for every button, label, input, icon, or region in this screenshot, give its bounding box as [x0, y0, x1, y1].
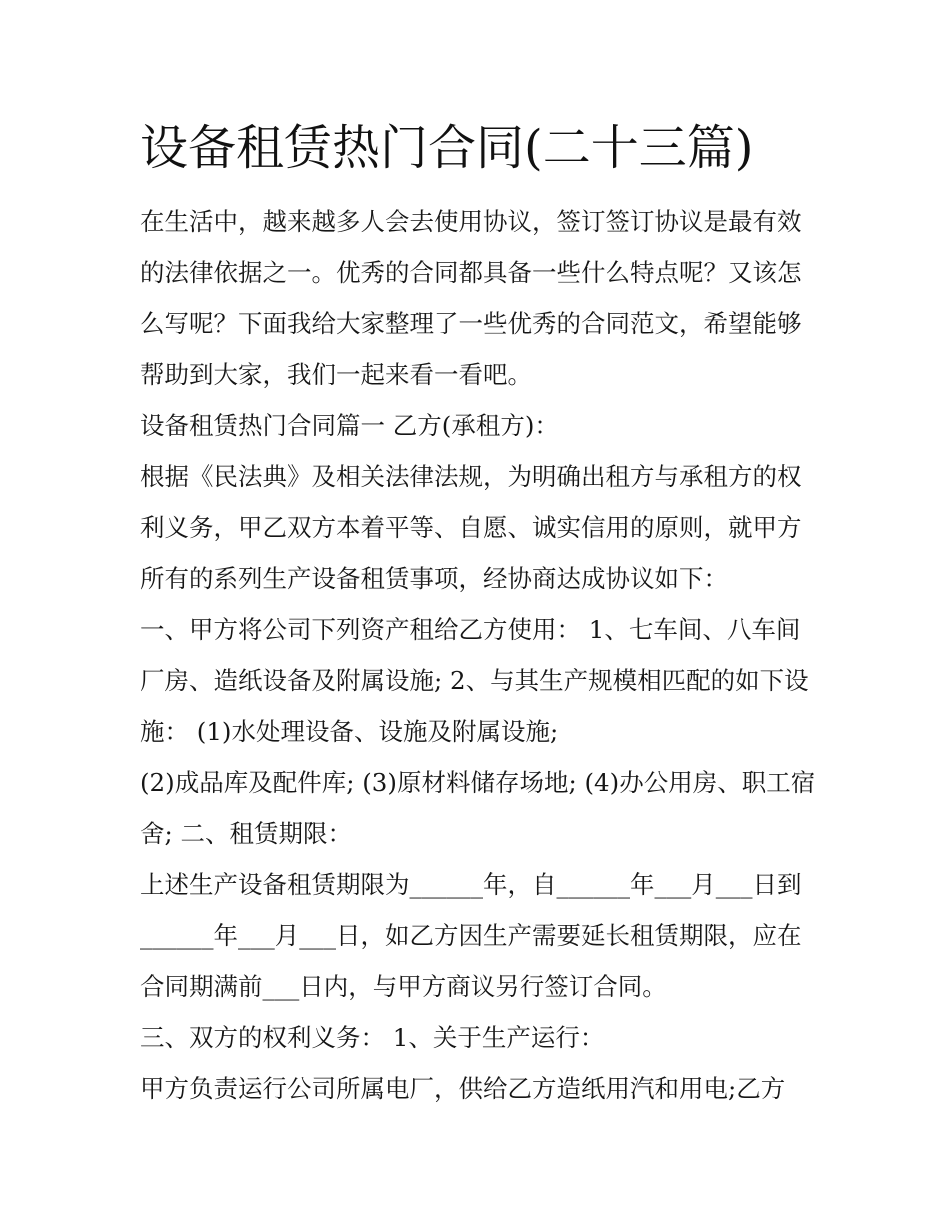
document-title: 设备租赁热门合同(二十三篇) [140, 120, 754, 176]
clause-line: 一、甲方将公司下列资产租给乙方使用： 1、七车间、八车间 [140, 615, 801, 644]
body-line: 在生活中，越来越多人会去使用协议，签订签订协议是最有效 [140, 207, 802, 236]
body-line: 帮助到大家，我们一起来看一看吧。 [140, 360, 532, 389]
clause-line: 舍; 二、租赁期限： [140, 819, 353, 848]
clause-line: 三、双方的权利义务： 1、关于生产运行： [140, 1023, 605, 1052]
clause-line: 甲方负责运行公司所属电厂，供给乙方造纸用汽和用电;乙方 [140, 1074, 786, 1103]
clause-line: ______年___月___日，如乙方因生产需要延长租赁期限，应在 [140, 921, 802, 950]
clause-line: 厂房、造纸设备及附属设施; 2、与其生产规模相匹配的如下设 [140, 666, 809, 695]
section-heading: 设备租赁热门合同篇一 乙方(承租方)： [140, 411, 559, 440]
body-line: 所有的系列生产设备租赁事项，经协商达成协议如下： [140, 564, 728, 593]
document-body [140, 196, 820, 1114]
clause-line: (2)成品库及配件库; (3)原材料储存场地; (4)办公用房、职工宿 [140, 768, 816, 797]
body-line: 根据《民法典》及相关法律法规，为明确出租方与承租方的权 [140, 462, 802, 491]
clause-line: 合同期满前___日内，与甲方商议另行签订合同。 [140, 972, 667, 1001]
clause-line: 上述生产设备租赁期限为______年，自______年___月___日到 [140, 870, 802, 899]
clause-line: 施： (1)水处理设备、设施及附属设施; [140, 717, 559, 746]
body-line: 么写呢？下面我给大家整理了一些优秀的合同范文，希望能够 [140, 309, 802, 338]
body-line: 利义务，甲乙双方本着平等、自愿、诚实信用的原则，就甲方 [140, 513, 802, 542]
body-line: 的法律依据之一。优秀的合同都具备一些什么特点呢？又该怎 [140, 258, 802, 287]
